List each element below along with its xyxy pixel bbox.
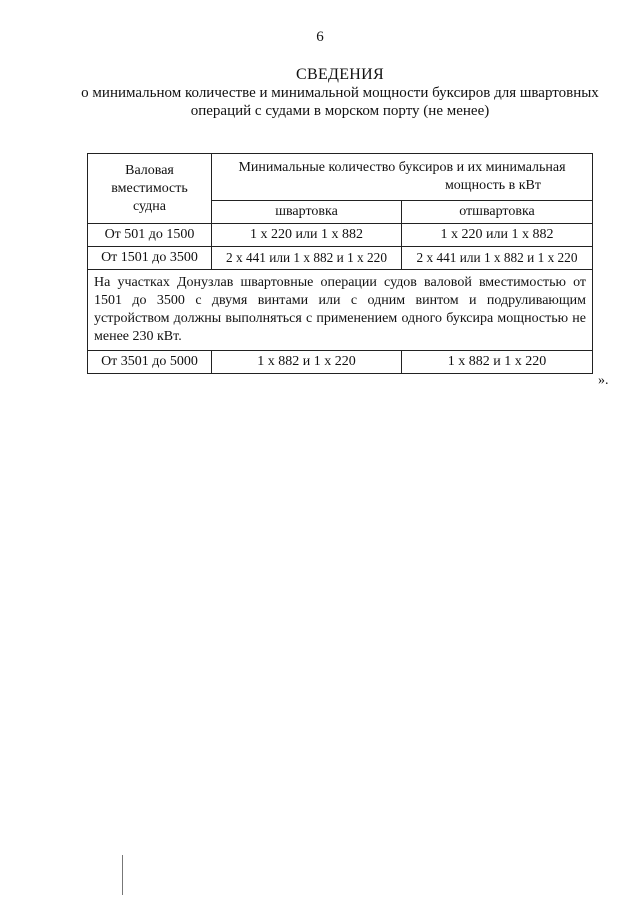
document-subtitle-line-1: о минимальном количестве и минимальной мощности буксиров для швартовных	[81, 85, 599, 101]
document-subtitle-line-2: операций с судами в морском порту (не менее)	[190, 103, 490, 119]
unmooring-cell: 1 х 882 и 1 х 220	[402, 351, 593, 374]
mooring-header: швартовка	[212, 201, 402, 224]
table-row	[88, 224, 593, 247]
tug-requirements-header-line-1: Минимальные количество буксиров и их минимальная	[238, 160, 566, 175]
mooring-cell: 1 х 882 и 1 х 220	[212, 351, 402, 374]
mooring-cell: 2 х 441 или 1 х 882 и 1 х 220	[212, 247, 402, 270]
unmooring-cell: 2 х 441 или 1 х 882 и 1 х 220	[402, 247, 593, 270]
tonnage-header-line-1: Валовая	[125, 162, 174, 178]
table-row	[88, 351, 593, 374]
tonnage-header-line-3: судна	[133, 198, 166, 214]
tonnage-cell: От 501 до 1500	[88, 224, 212, 247]
unmooring-cell: 1 х 220 или 1 х 882	[402, 224, 593, 247]
table-row	[88, 247, 593, 270]
document-heading	[60, 66, 620, 120]
page-number: 6	[316, 29, 324, 45]
margin-scan-mark	[122, 855, 123, 895]
tug-requirements-table	[87, 153, 593, 374]
unmooring-header: отшвартовка	[402, 201, 593, 224]
donuzlav-note: На участках Донузлав швартовные операции судов валовой вместимостью от 1501 до 3500 с двумя винтами или с одним винтом и подруливающим устройством должны выполняться с применением одного буксира мощностью не менее 230 кВт.	[88, 270, 593, 351]
closing-quote: ».	[598, 373, 609, 388]
tug-requirements-header-cell	[212, 154, 593, 201]
table-header-row	[88, 154, 593, 201]
mooring-cell: 1 х 220 или 1 х 882	[212, 224, 402, 247]
tonnage-cell: От 3501 до 5000	[88, 351, 212, 374]
table-note-row	[88, 270, 593, 351]
tonnage-header-cell	[88, 154, 212, 224]
tug-requirements-header-line-2: мощность в кВт	[444, 178, 542, 193]
document-title: СВЕДЕНИЯ	[296, 66, 384, 83]
tonnage-cell: От 1501 до 3500	[88, 247, 212, 270]
tonnage-header-line-2: вместимость	[111, 180, 188, 196]
